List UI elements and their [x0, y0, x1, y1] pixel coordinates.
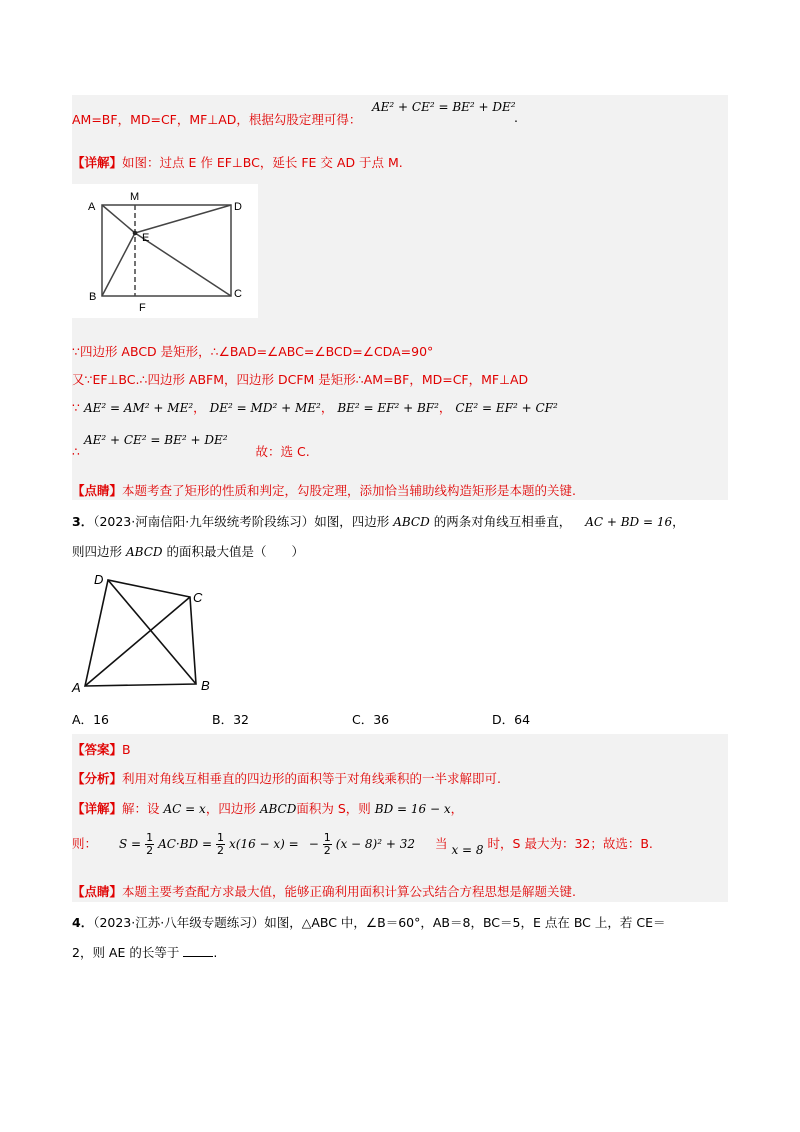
detail-text: 如图：过点 E 作 EF⊥BC，延长 FE 交 AD 于点 M. [122, 155, 403, 170]
q3-text-b: 的两条对角线互相垂直， [433, 514, 572, 529]
q3-option-a[interactable] [72, 710, 109, 728]
r4-suffix: 故：选 C. [255, 444, 310, 459]
formula-neg: − [308, 837, 319, 851]
label-E: E [142, 232, 150, 244]
q3-text-c: ， [672, 514, 685, 529]
detail-abcd: ABCD [259, 802, 297, 816]
q4-line-2 [72, 943, 217, 961]
quadrilateral-figure [68, 568, 218, 698]
block2-analysis [72, 769, 501, 787]
q4-text: （2023·江苏·八年级专题练习）如图，△ABC 中，∠B＝60°，AB＝8，BC＝5，E 点在 BC 上，若 CE＝ [93, 915, 666, 930]
answer-blank[interactable] [183, 956, 213, 957]
r3-formula-2: DE² = MD² + ME² [209, 401, 321, 415]
formula-mid1: AC·BD = [158, 837, 213, 851]
fraction-half-3 [323, 832, 332, 857]
when-a: 当 [434, 836, 448, 851]
block1-reason-4 [72, 432, 310, 459]
label-D: D [94, 572, 104, 587]
option-key: B． [212, 712, 234, 727]
q3-option-c[interactable] [352, 710, 389, 728]
block1-line1-end: . [514, 110, 518, 125]
q3-abcd-2: ABCD [126, 545, 163, 559]
r3-sep-1: ， [193, 400, 206, 415]
block1-comment [72, 481, 576, 499]
frac-den: 2 [323, 844, 331, 857]
r3-prefix: ∵ [72, 400, 80, 415]
q3-option-b[interactable] [212, 710, 249, 728]
comment-text: 本题主要考查配方求最大值，能够正确利用面积计算公式结合方程思想是解题关键. [122, 884, 576, 899]
label-D: D [234, 201, 242, 213]
formula-tail: (x − 8)² + 32 [335, 837, 415, 851]
q3-line-2 [72, 542, 304, 560]
detail-b: ，四边形 [205, 801, 256, 816]
block1-reason-2: 又∵EF⊥BC.∴四边形 ABFM，四边形 DCFM 是矩形∴AM=BF，MD=CF，MF⊥AD [72, 372, 529, 387]
when-b: 时，S 最大为：32；故选：B. [487, 836, 653, 851]
frac-den: 2 [217, 844, 225, 857]
r3-sep-2: ， [320, 400, 334, 415]
analysis-text: 利用对角线互相垂直的四边形的面积等于对角线乘积的一半求解即可. [122, 771, 501, 786]
label-A: A [72, 680, 81, 695]
option-key: A． [72, 712, 94, 727]
option-value: 16 [93, 712, 109, 727]
detail-a: 解：设 [122, 801, 160, 816]
detail-tag: 【详解】 [72, 801, 123, 816]
block1-line1-formula: AE² + CE² = BE² + DE² [372, 100, 516, 114]
option-value: 64 [514, 712, 531, 727]
q4-number: 4． [72, 915, 94, 930]
label-M: M [130, 191, 140, 203]
q3-number: 3． [72, 514, 94, 529]
block1-detail [72, 153, 403, 171]
formula-s: S = [119, 837, 142, 851]
q3-abcd: ABCD [393, 515, 430, 529]
r3-formula-3: BE² = EF² + BF² [337, 401, 439, 415]
label-C: C [193, 590, 203, 605]
q4-line-1 [72, 913, 666, 931]
block2-detail [72, 799, 463, 817]
comment-text: 本题考查了矩形的性质和判定，勾股定理，添加恰当辅助线构造矩形是本题的关键. [122, 483, 576, 498]
quad-abcd [85, 580, 196, 686]
label-A: A [88, 201, 96, 213]
q4-line2-b: . [213, 945, 218, 960]
solution-block-2 [72, 734, 728, 902]
fraction-half-2 [216, 832, 225, 857]
detail-c: 面积为 S，则 [296, 801, 371, 816]
block1-line1-text: AM=BF，MD=CF，MF⊥AD，根据勾股定理可得： [72, 112, 362, 127]
r4-prefix: ∴ [72, 444, 80, 459]
block1-reason-3 [72, 398, 558, 416]
label-B: B [201, 678, 210, 693]
r3-formula-1: AE² = AM² + ME² [83, 401, 194, 415]
r4-formula: AE² + CE² = BE² + DE² [83, 433, 228, 447]
option-key: D． [492, 712, 515, 727]
block1-line1 [72, 110, 361, 128]
q4-line2-a: 2，则 AE 的长等于 [72, 945, 180, 960]
frac-den: 2 [146, 844, 154, 857]
option-key: C． [352, 712, 374, 727]
fraction-half-1 [145, 832, 154, 857]
q3-line-1 [72, 512, 685, 530]
detail-f2: BD = 16 − x [374, 802, 451, 816]
formula-mid2: x(16 − x) = [229, 837, 299, 851]
q3-text-a: （2023·河南信阳·九年级统考阶段练习）如图，四边形 [93, 514, 390, 529]
block1-reason-1: ∵四边形 ABCD 是矩形，∴∠BAD=∠ABC=∠BCD=∠CDA=90° [72, 344, 434, 359]
when-formula: x = 8 [451, 843, 484, 857]
frac-num: 1 [217, 831, 225, 844]
analysis-tag: 【分析】 [72, 771, 123, 786]
label-B: B [89, 291, 97, 303]
r3-sep-3: ， [438, 400, 452, 415]
label-F: F [139, 302, 146, 314]
comment-tag: 【点睛】 [72, 884, 123, 899]
option-value: 32 [233, 712, 249, 727]
q3-line2-a: 则四边形 [72, 544, 123, 559]
block2-comment [72, 882, 576, 900]
detail-tag: 【详解】 [72, 155, 123, 170]
block2-formula-line [72, 832, 653, 857]
answer-value: B [122, 742, 131, 757]
q3-line2-b: 的面积最大值是（ ） [166, 544, 305, 559]
option-value: 36 [373, 712, 390, 727]
frac-num: 1 [146, 831, 154, 844]
block2-answer [72, 740, 131, 758]
r3-formula-4: CE² = EF² + CF² [455, 401, 558, 415]
detail-d: ， [450, 801, 464, 816]
point-e [133, 231, 138, 236]
label-C: C [234, 288, 242, 300]
detail-f1: AC = x [163, 802, 206, 816]
frac-num: 1 [323, 831, 331, 844]
q3-condition: AC + BD = 16 [585, 515, 673, 529]
q3-option-d[interactable] [492, 710, 530, 728]
comment-tag: 【点睛】 [72, 483, 123, 498]
then-label: 则： [72, 836, 98, 851]
rectangle-figure [72, 184, 258, 318]
answer-tag: 【答案】 [72, 742, 123, 757]
